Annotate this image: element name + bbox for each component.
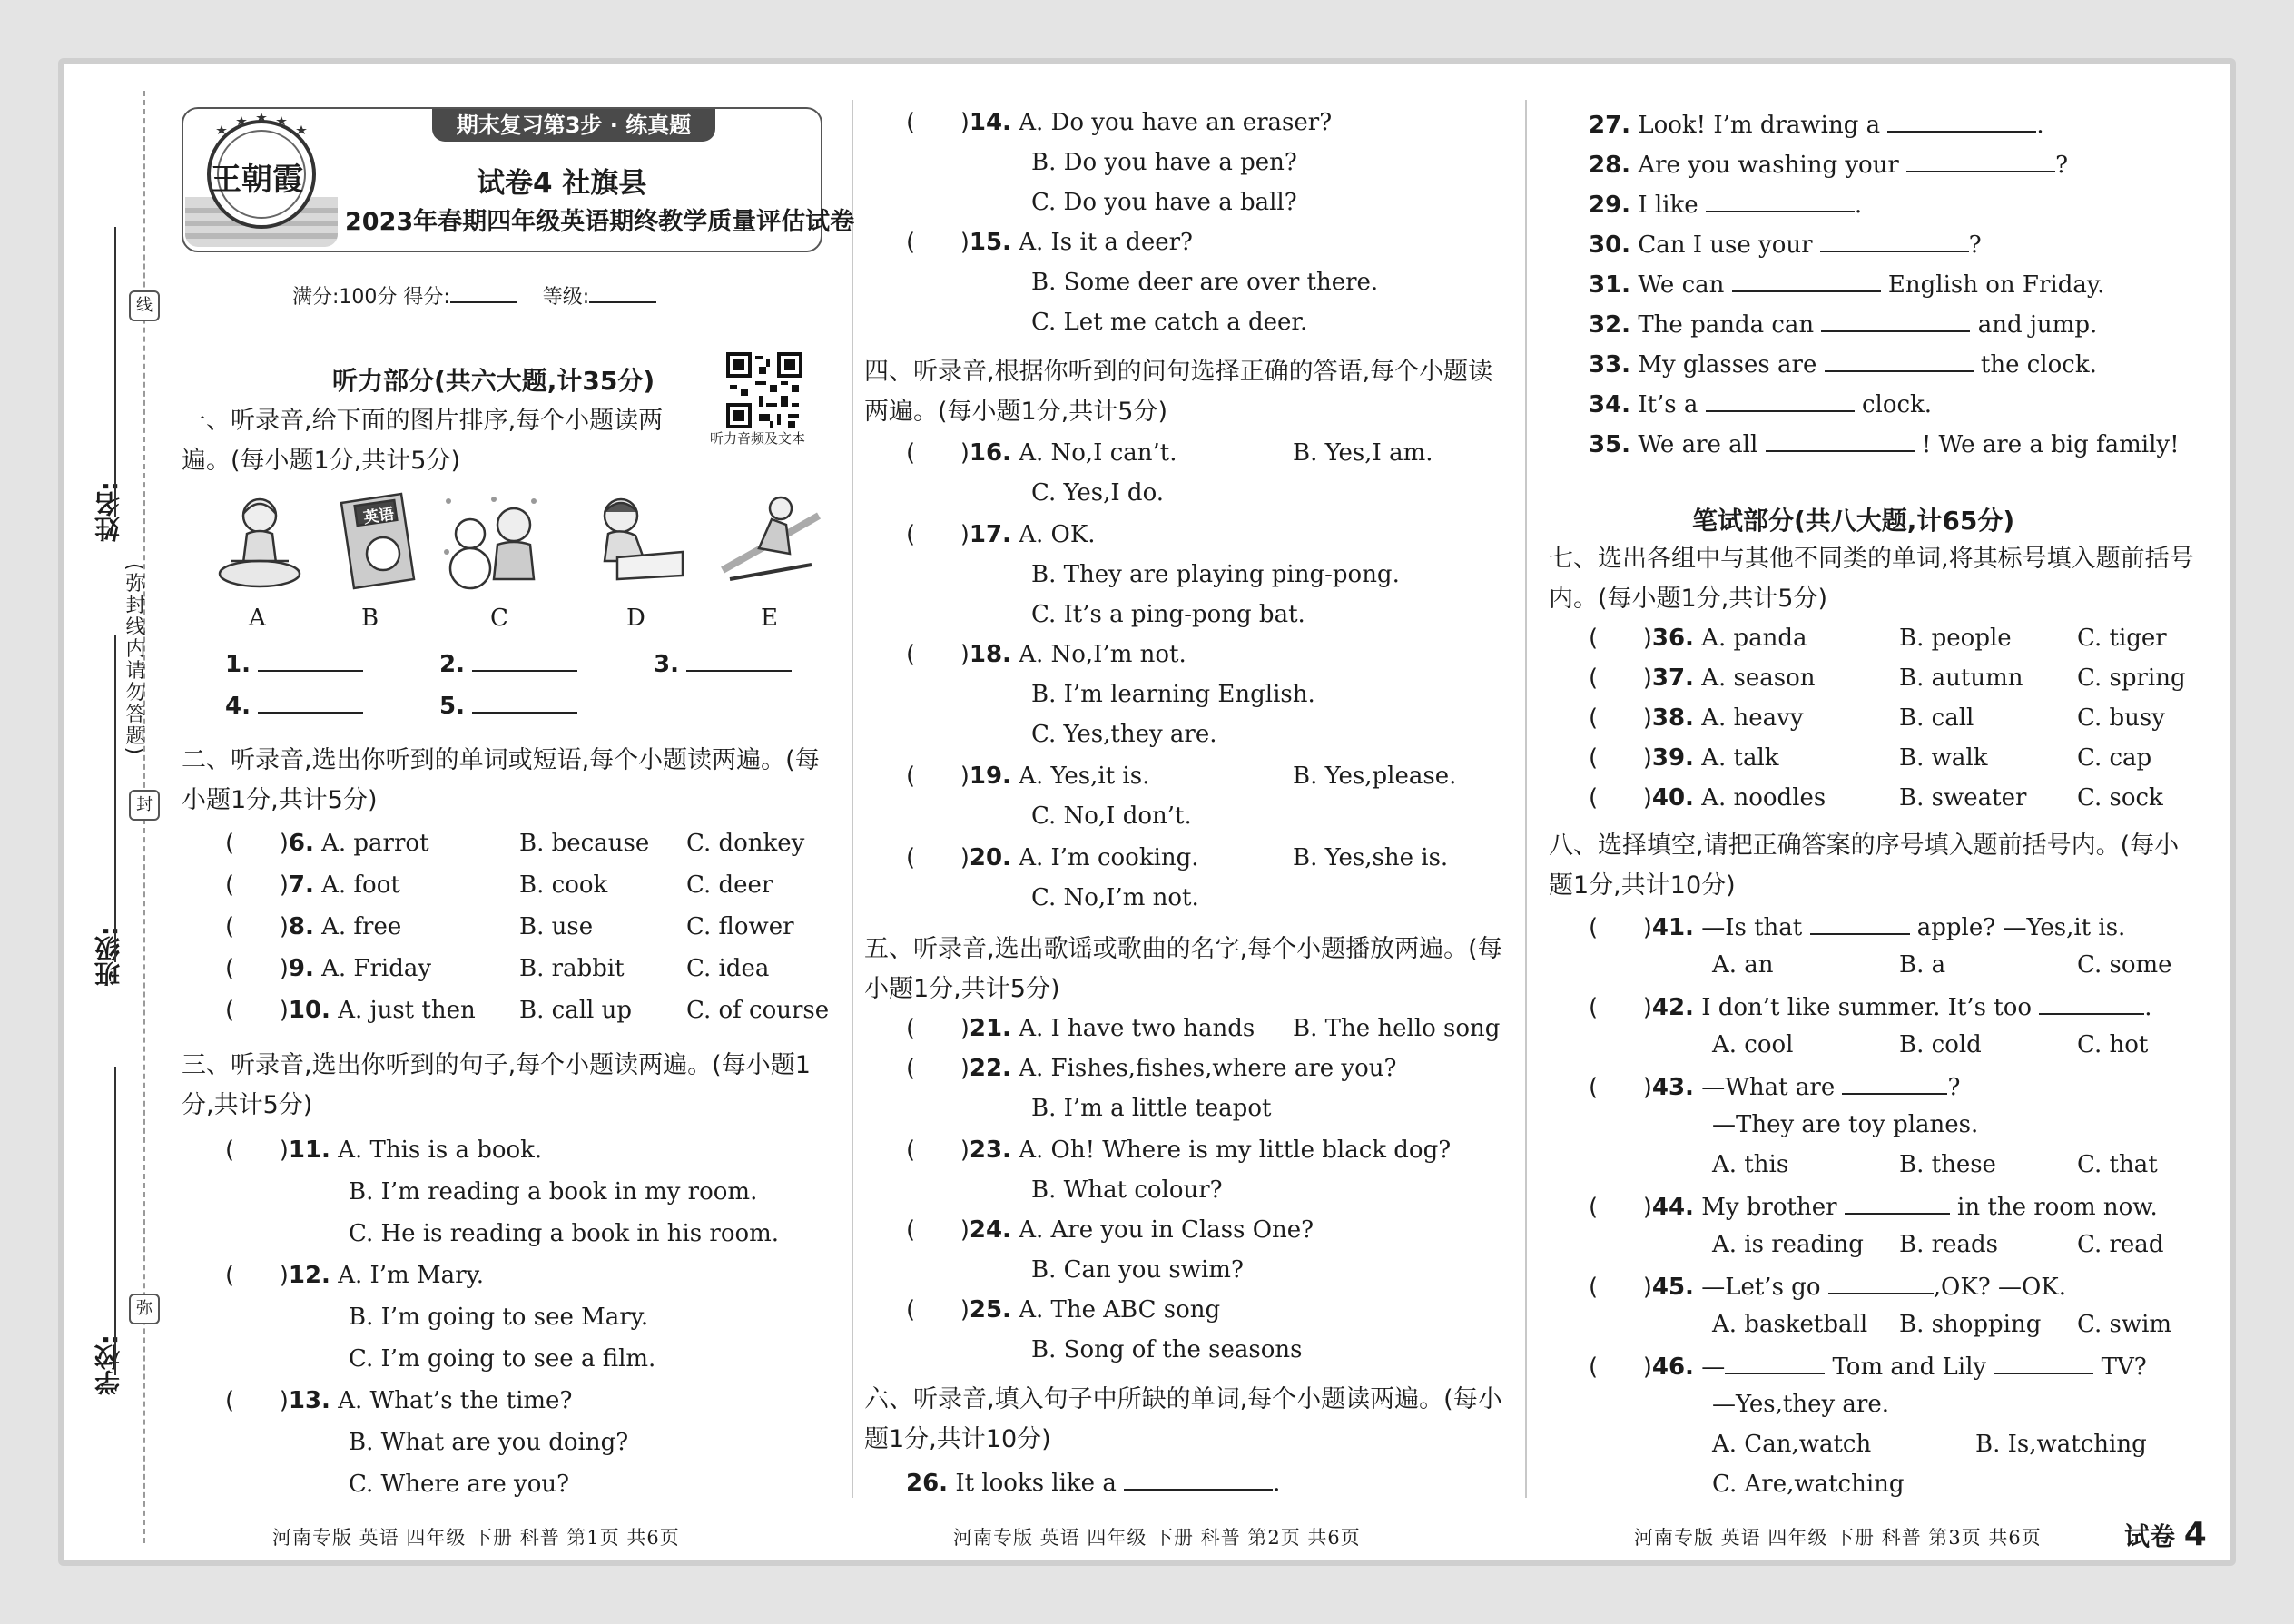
- q41-option-c: C. some: [2077, 951, 2172, 979]
- q17-row[interactable]: ( )17. A. OK.: [906, 521, 1096, 548]
- q39-option-b: B. walk: [1899, 744, 1988, 772]
- q21-row[interactable]: ( )21. A. I have two hands: [906, 1015, 1255, 1042]
- binding-mark-feng: 封: [129, 790, 160, 821]
- section5-title: 五、听录音,选出歌谣或歌曲的名字,每个小题播放两遍。(每小题1分,共计5分): [864, 935, 1502, 1003]
- picture-a-girl-washing: [207, 488, 312, 595]
- q14-row[interactable]: ( )14. A. Do you have an eraser?: [906, 109, 1333, 136]
- picture-label-d: D: [626, 605, 645, 632]
- section2-title: 二、听录音,选出你听到的单词或短语,每个小题读两遍。(每小题1分,共计5分): [182, 746, 820, 814]
- section3-title: 三、听录音,选出你听到的句子,每个小题读两遍。(每小题1分,共计5分): [182, 1051, 811, 1119]
- q30-row[interactable]: 30. Can I use your ?: [1589, 227, 1982, 261]
- q37-row[interactable]: ( )37. A. season: [1589, 664, 1816, 692]
- q46-option-c: C. Are,watching: [1712, 1471, 1905, 1498]
- footer-page-1: 河南专版 英语 四年级 下册 科普 第1页 共6页: [272, 1527, 680, 1549]
- q40-option-b: B. sweater: [1899, 784, 2027, 812]
- q45-option-a: A. basketball: [1712, 1311, 1868, 1338]
- q43-option-a: A. this: [1712, 1151, 1789, 1178]
- q25-row[interactable]: ( )25. A. The ABC song: [906, 1296, 1221, 1324]
- q43-answer-line: —They are toy planes.: [1712, 1111, 1979, 1138]
- logo-text: 王朝霞: [211, 162, 303, 198]
- q6-option-b: B. because: [519, 830, 650, 857]
- qr-caption: 听力音频及文本: [710, 430, 806, 447]
- q27-row[interactable]: 27. Look! I’m drawing a .: [1589, 107, 2044, 141]
- q38-option-c: C. busy: [2077, 704, 2165, 732]
- q7-row[interactable]: ( )7. A. foot: [225, 871, 400, 899]
- q36-row[interactable]: ( )36. A. panda: [1589, 625, 1807, 652]
- q42-option-b: B. cold: [1899, 1031, 1982, 1058]
- q10-option-b: B. call up: [519, 997, 632, 1024]
- q13-row[interactable]: ( )13. A. What’s the time?: [225, 1387, 573, 1414]
- q43-option-b: B. these: [1899, 1151, 1996, 1178]
- q38-option-b: B. call: [1899, 704, 1974, 732]
- q18-row[interactable]: ( )18. A. No,I’m not.: [906, 641, 1186, 668]
- q13-option-b: B. What are you doing?: [349, 1429, 629, 1456]
- q8-row[interactable]: ( )8. A. free: [225, 913, 402, 940]
- q8-option-c: C. flower: [686, 913, 794, 940]
- q46-option-b: B. Is,watching: [1975, 1431, 2147, 1458]
- q12-option-c: C. I’m going to see a film.: [349, 1345, 656, 1373]
- section4-title: 四、听录音,根据你听到的问句选择正确的答语,每个小题读两遍。(每小题1分,共计5分): [864, 358, 1493, 426]
- q40-option-c: C. sock: [2077, 784, 2163, 812]
- q44-option-b: B. reads: [1899, 1231, 1998, 1258]
- q11-row[interactable]: ( )11. A. This is a book.: [225, 1137, 543, 1164]
- q23-option-b: B. What colour?: [1031, 1176, 1223, 1204]
- q9-option-c: C. idea: [686, 955, 770, 982]
- q9-option-b: B. rabbit: [519, 955, 625, 982]
- q7-option-b: B. cook: [519, 871, 608, 899]
- picture-d-boy-writing: [581, 488, 686, 595]
- q29-row[interactable]: 29. I like .: [1589, 187, 1862, 221]
- picture-c-snowman: [439, 488, 545, 595]
- class-label: 班级:: [94, 926, 123, 988]
- q12-option-b: B. I’m going to see Mary.: [349, 1304, 649, 1331]
- paper-tag: 试卷 4: [2124, 1516, 2207, 1553]
- q22-row[interactable]: ( )22. A. Fishes,fishes,where are you?: [906, 1055, 1397, 1082]
- q13-option-c: C. Where are you?: [349, 1471, 570, 1498]
- q21-option-b: B. The hello song: [1293, 1015, 1501, 1042]
- footer-page-3: 河南专版 英语 四年级 下册 科普 第3页 共6页: [1634, 1527, 2042, 1549]
- score-line: 满分:100分 得分: 等级:: [292, 278, 656, 313]
- footer-page-2: 河南专版 英语 四年级 下册 科普 第2页 共6页: [953, 1527, 1361, 1549]
- q23-row[interactable]: ( )23. A. Oh! Where is my little black dog?: [906, 1137, 1452, 1164]
- q31-row[interactable]: 31. We can English on Friday.: [1589, 267, 2104, 300]
- q37-option-b: B. autumn: [1899, 664, 2023, 692]
- q22-option-b: B. I’m a little teapot: [1031, 1095, 1272, 1122]
- q15-option-b: B. Some deer are over there.: [1031, 269, 1379, 296]
- q28-row[interactable]: 28. Are you washing your ?: [1589, 147, 2068, 181]
- q18-option-c: C. Yes,they are.: [1031, 721, 1217, 748]
- q41-option-a: A. an: [1712, 951, 1774, 979]
- picture-b-english-book: [323, 488, 428, 595]
- name-label: 姓名:: [94, 481, 123, 543]
- q44-option-c: C. read: [2077, 1231, 2164, 1258]
- q14-option-b: B. Do you have a pen?: [1031, 149, 1297, 176]
- q41-row[interactable]: ( )41. —Is that apple? —Yes,it is.: [1589, 910, 2125, 943]
- q32-row[interactable]: 32. The panda can and jump.: [1589, 307, 2097, 340]
- column-divider-2: [1525, 100, 1527, 1498]
- q40-row[interactable]: ( )40. A. noodles: [1589, 784, 1826, 812]
- brand-logo: [185, 111, 338, 247]
- q16-row[interactable]: ( )16. A. No,I can’t.: [906, 439, 1177, 467]
- q43-option-c: C. that: [2077, 1151, 2158, 1178]
- q19-option-c: C. No,I don’t.: [1031, 802, 1192, 830]
- q46-answer-line: —Yes,they are.: [1712, 1391, 1890, 1418]
- paper-title: 试卷4 社旗县: [477, 167, 647, 200]
- q45-option-b: B. shopping: [1899, 1311, 2042, 1338]
- q36-option-b: B. people: [1899, 625, 2012, 652]
- q19-row[interactable]: ( )19. A. Yes,it is.: [906, 763, 1150, 790]
- q46-row[interactable]: ( )46. — Tom and Lily TV?: [1589, 1349, 2147, 1383]
- q7-option-c: C. deer: [686, 871, 773, 899]
- exam-title: 2023年春期四年级英语期终教学质量评估试卷: [345, 208, 855, 236]
- column-divider-1: [852, 100, 853, 1498]
- q44-row[interactable]: ( )44. My brother in the room now.: [1589, 1189, 2158, 1223]
- q17-option-b: B. They are playing ping-pong.: [1031, 561, 1400, 588]
- section6-title: 六、听录音,填入句子中所缺的单词,每个小题读两遍。(每小题1分,共计10分): [864, 1385, 1502, 1453]
- q43-row[interactable]: ( )43. —What are ?: [1589, 1069, 1960, 1103]
- q16-option-b: B. Yes,I am.: [1293, 439, 1433, 467]
- school-label: 学校:: [94, 1334, 123, 1396]
- section7-title: 七、选出各组中与其他不同类的单词,将其标号填入题前括号内。(每小题1分,共计5分): [1549, 545, 2194, 613]
- q39-option-c: C. cap: [2077, 744, 2152, 772]
- book-label: 英语: [362, 505, 396, 528]
- q42-row[interactable]: ( )42. I don’t like summer. It’s too .: [1589, 989, 2152, 1023]
- q44-option-a: A. is reading: [1712, 1231, 1864, 1258]
- q15-row[interactable]: ( )15. A. Is it a deer?: [906, 229, 1193, 256]
- paper-number: 4: [2183, 1516, 2207, 1553]
- binding-mark-mi: 弥: [129, 1294, 160, 1324]
- q25-option-b: B. Song of the seasons: [1031, 1336, 1303, 1363]
- q11-option-c: C. He is reading a book in his room.: [349, 1220, 780, 1247]
- blank-2[interactable]: 2.: [439, 646, 577, 680]
- picture-e-skiing: [717, 488, 822, 595]
- q10-option-c: C. of course: [686, 997, 830, 1024]
- blank-5[interactable]: 5.: [439, 688, 577, 722]
- binding-notice: (弥封线内请勿答题): [123, 563, 145, 757]
- q45-row[interactable]: ( )45. —Let’s go ,OK? —OK.: [1589, 1269, 2066, 1303]
- picture-label-e: E: [761, 605, 778, 632]
- q46-option-a: A. Can,watch: [1712, 1431, 1872, 1458]
- q45-option-c: C. swim: [2077, 1311, 2172, 1338]
- binding-mark-xian: 线: [129, 290, 160, 321]
- q33-row[interactable]: 33. My glasses are the clock.: [1589, 347, 2097, 380]
- school-field-line[interactable]: [114, 1067, 116, 1375]
- q15-option-c: C. Let me catch a deer.: [1031, 309, 1308, 336]
- q20-option-c: C. No,I’m not.: [1031, 884, 1199, 911]
- q42-option-a: A. cool: [1712, 1031, 1794, 1058]
- blank-1[interactable]: 1.: [225, 646, 363, 680]
- q6-option-c: C. donkey: [686, 830, 805, 857]
- q10-row[interactable]: ( )10. A. just then: [225, 997, 476, 1024]
- q37-option-c: C. spring: [2077, 664, 2186, 692]
- qr-code[interactable]: [726, 352, 802, 428]
- picture-label-b: B: [361, 605, 379, 632]
- writing-heading: 笔试部分(共八大题,计65分): [1692, 506, 2015, 536]
- class-field-line[interactable]: [114, 635, 116, 962]
- q36-option-c: C. tiger: [2077, 625, 2167, 652]
- q8-option-b: B. use: [519, 913, 594, 940]
- q17-option-c: C. It’s a ping-pong bat.: [1031, 601, 1305, 628]
- q20-row[interactable]: ( )20. A. I’m cooking.: [906, 844, 1199, 871]
- q42-option-c: C. hot: [2077, 1031, 2149, 1058]
- q38-row[interactable]: ( )38. A. heavy: [1589, 704, 1804, 732]
- q14-option-c: C. Do you have a ball?: [1031, 189, 1297, 216]
- name-field-line[interactable]: [114, 227, 116, 517]
- q19-option-b: B. Yes,please.: [1293, 763, 1457, 790]
- q24-option-b: B. Can you swim?: [1031, 1256, 1244, 1284]
- q18-option-b: B. I’m learning English.: [1031, 681, 1315, 708]
- blank-4[interactable]: 4.: [225, 688, 363, 722]
- blank-3[interactable]: 3.: [654, 646, 792, 680]
- q34-row[interactable]: 34. It’s a clock.: [1589, 387, 1932, 420]
- q35-row[interactable]: 35. We are all ! We are a big family!: [1589, 427, 2180, 460]
- q24-row[interactable]: ( )24. A. Are you in Class One?: [906, 1216, 1314, 1244]
- q16-option-c: C. Yes,I do.: [1031, 479, 1165, 507]
- q41-option-b: B. a: [1899, 951, 1946, 979]
- q6-row[interactable]: ( )6. A. parrot: [225, 830, 429, 857]
- q11-option-b: B. I’m reading a book in my room.: [349, 1178, 758, 1206]
- q39-row[interactable]: ( )39. A. talk: [1589, 744, 1779, 772]
- q12-row[interactable]: ( )12. A. I’m Mary.: [225, 1262, 485, 1289]
- q9-row[interactable]: ( )9. A. Friday: [225, 955, 432, 982]
- picture-label-a: A: [249, 605, 266, 632]
- step-banner: 期末复习第3步 · 练真题: [432, 109, 715, 142]
- section1-title: 一、听录音,给下面的图片排序,每个小题读两遍。(每小题1分,共计5分): [182, 407, 664, 475]
- listening-heading: 听力部分(共六大题,计35分): [332, 366, 655, 396]
- picture-label-c: C: [490, 605, 508, 632]
- q26-row[interactable]: 26. It looks like a .: [906, 1465, 1280, 1499]
- section8-title: 八、选择填空,请把正确答案的序号填入题前括号内。(每小题1分,共计10分): [1549, 832, 2180, 900]
- q20-option-b: B. Yes,she is.: [1293, 844, 1449, 871]
